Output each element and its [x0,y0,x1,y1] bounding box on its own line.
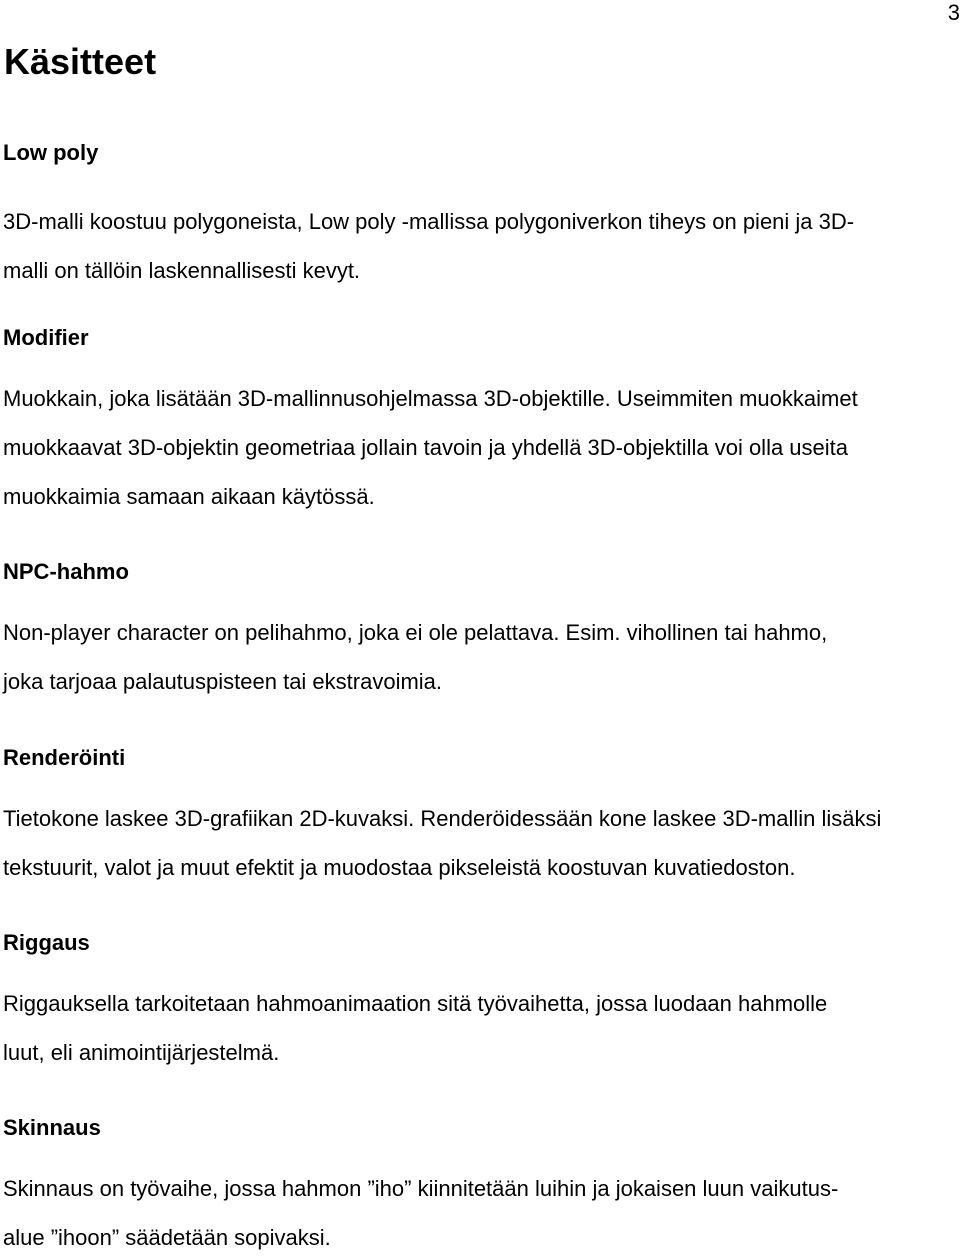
entry-low-poly [3,138,954,295]
entry-modifier [3,323,954,521]
term-definition [3,608,954,706]
term-heading: Skinnaus [3,1115,101,1140]
entry-skinnaus [3,1113,954,1257]
term-heading: Riggaus [3,930,90,955]
term-definition [3,1164,954,1257]
entry-renderointi [3,743,954,892]
definition-line: Muokkain, joka lisätään 3D-mallinnusohjelmassa 3D-objektille. Useimmiten muokkaimet [3,386,858,411]
definition-line: malli on tällöin laskennallisesti kevyt. [3,258,361,283]
definition-line: Riggauksella tarkoitetaan hahmoanimaation sitä työvaihetta, jossa luodaan hahmolle [3,991,828,1016]
definition-line: alue ”ihoon” säädetään sopivaksi. [3,1225,331,1250]
term-definition [3,794,954,892]
definition-line: tekstuurit, valot ja muut efektit ja muodostaa pikseleistä koostuvan kuvatiedoston. [3,855,796,880]
definition-line: Skinnaus on työvaihe, jossa hahmon ”iho” kiinnitetään luihin ja jokaisen luun vaikutus- [3,1176,839,1201]
term-definition [3,979,954,1077]
definition-line: luut, eli animointijärjestelmä. [3,1040,280,1065]
term-heading: NPC-hahmo [3,559,129,584]
entry-riggaus [3,928,954,1077]
definition-line: 3D-malli koostuu polygoneista, Low poly -mallissa polygoniverkon tiheys on pieni ja 3D- [3,209,855,234]
term-heading: Renderöinti [3,745,126,770]
entry-npc-hahmo [3,557,954,706]
definition-line: Tietokone laskee 3D-grafiikan 2D-kuvaksi. Renderöidessään kone laskee 3D-mallin lisäksi [3,806,882,831]
term-definition [3,197,954,295]
page-title: Käsitteet [4,41,157,82]
definition-line: joka tarjoaa palautuspisteen tai ekstravoimia. [3,669,443,694]
definition-line: Non-player character on pelihahmo, joka ei ole pelattava. Esim. vihollinen tai hahmo, [3,620,828,645]
term-heading: Modifier [3,325,89,350]
definition-line: muokkaavat 3D-objektin geometriaa jollain tavoin ja yhdellä 3D-objektilla voi olla useita [3,435,849,460]
term-heading: Low poly [3,140,99,165]
definition-line: muokkaimia samaan aikaan käytössä. [3,484,375,509]
term-definition [3,374,954,521]
page-number: 3 [947,0,960,25]
